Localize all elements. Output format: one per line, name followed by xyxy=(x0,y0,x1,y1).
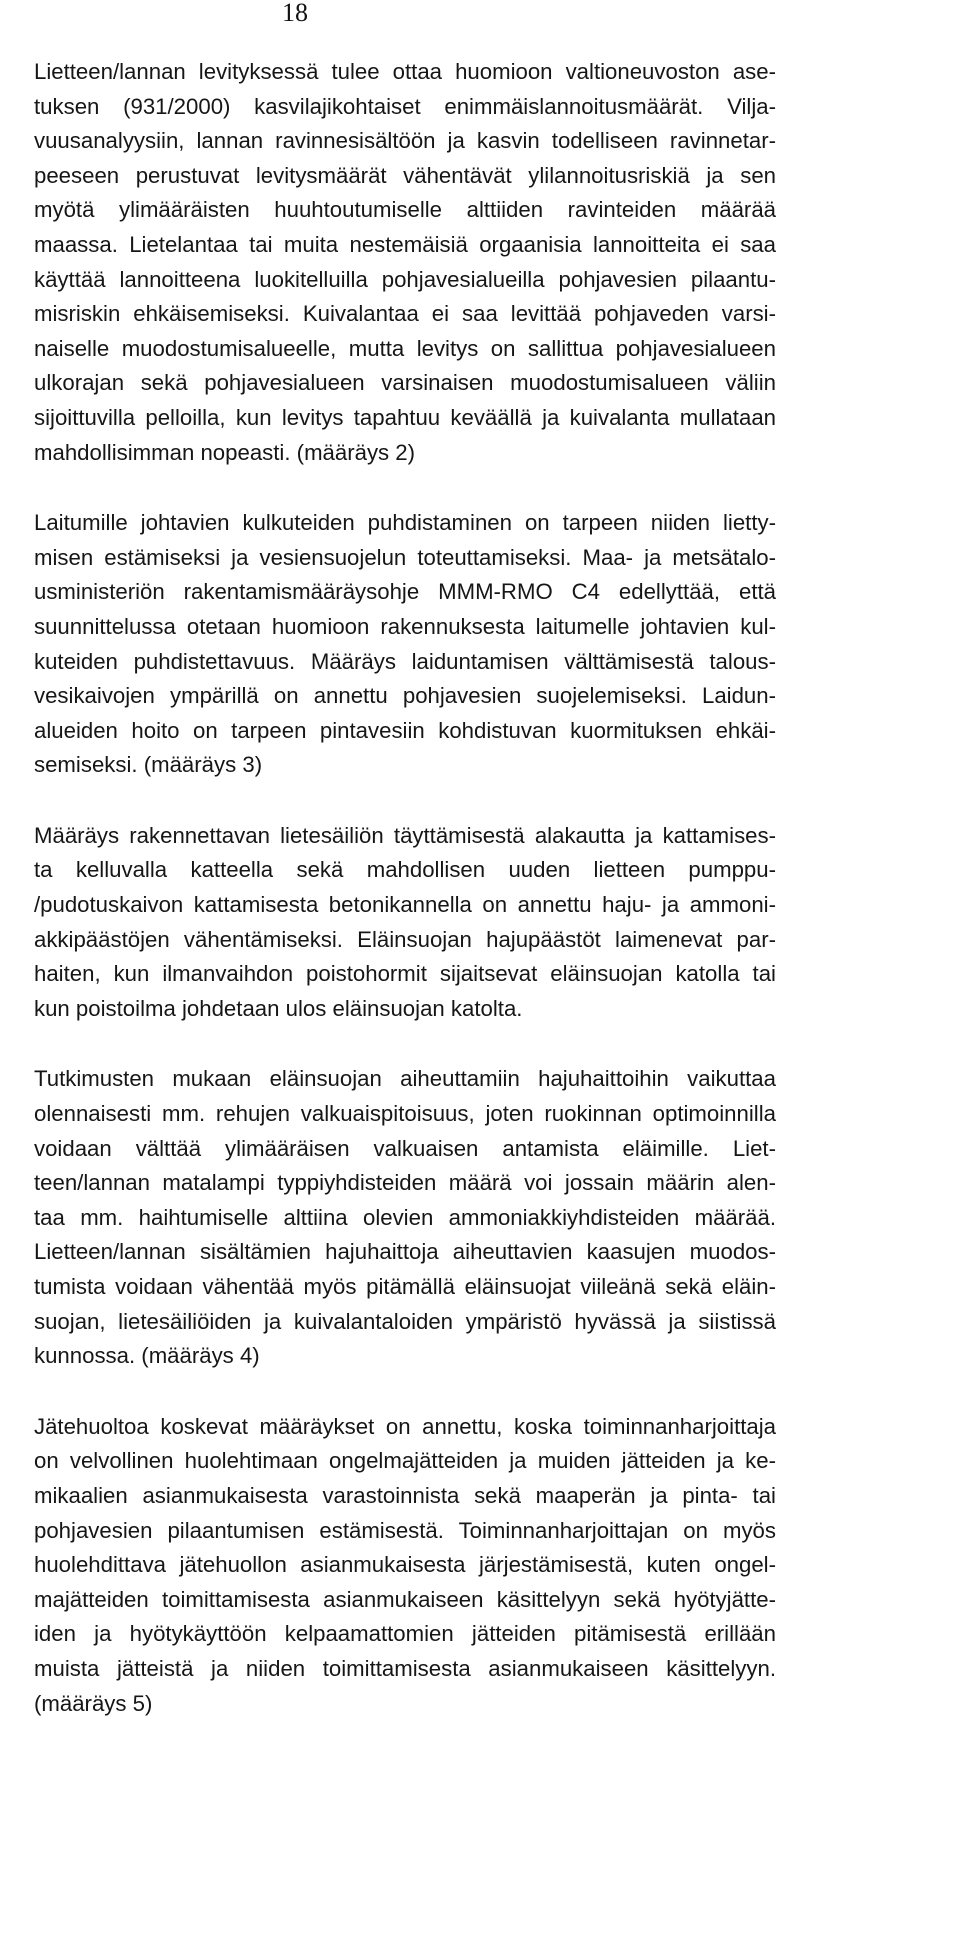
text-line: alueiden hoito on tarpeen pintavesiin kohdistuvan kuormituksen ehkäi- xyxy=(34,717,776,743)
text-line: huolehdittava jätehuollon asianmukaisesta järjestämisestä, kuten ongel- xyxy=(34,1552,776,1578)
paragraph-lietesailio xyxy=(34,819,776,1027)
text-line: naiselle muodostumisalueelle, mutta levitys on sallittua pohjavesialueen xyxy=(34,335,776,361)
text-line: haiten, kun ilmanvaihdon poistohormit sijaitsevat eläinsuojan katolla tai xyxy=(34,961,776,987)
text-line: majätteiden toimittamisesta asianmukaiseen käsittelyyn sekä hyötyjätte- xyxy=(34,1586,776,1612)
text-line: Laitumille johtavien kulkuteiden puhdistaminen on tarpeen niiden lietty- xyxy=(34,510,776,536)
text-line: vesikaivojen ympärillä on annettu pohjavesien suojelemiseksi. Laidun- xyxy=(34,683,776,709)
text-line: ulkorajan sekä pohjavesialueen varsinaisen muodostumisalueen väliin xyxy=(34,370,776,396)
text-line: teen/lannan matalampi typpiyhdisteiden määrä voi jossain määrin alen- xyxy=(34,1170,776,1196)
text-line: myötä ylimääräisten huuhtoutumiselle alttiiden ravinteiden määrää xyxy=(34,197,776,223)
text-line: vuusanalyysiin, lannan ravinnesisältöön ja kasvin todelliseen ravinnetar- xyxy=(34,128,776,154)
text-line: voidaan välttää ylimääräisen valkuaisen antamista eläimille. Liet- xyxy=(34,1135,776,1161)
text-line: taa mm. haihtumiselle alttiina olevien ammoniakkiyhdisteiden määrää. xyxy=(34,1204,776,1230)
text-line: tumista voidaan vähentää myös pitämällä eläinsuojat viileänä sekä eläin- xyxy=(34,1274,776,1299)
text-line: peeseen perustuvat levitysmäärät vähentävät ylilannoitusriskiä ja sen xyxy=(34,162,776,188)
text-line: semiseksi. (määräys 3) xyxy=(34,752,263,778)
text-line: pohjavesien pilaantumisen estämisestä. Toiminnanharjoittajan on myös xyxy=(34,1517,776,1543)
text-line: suojan, lietesäiliöiden ja kuivalantaloiden ympäristö hyvässä ja siistissä xyxy=(34,1308,776,1334)
text-line: Lietteen/lannan levityksessä tulee ottaa huomioon valtioneuvoston ase- xyxy=(34,59,776,84)
text-line: tuksen (931/2000) kasvilajikohtaiset enimmäislannoitusmäärät. Vilja- xyxy=(34,93,776,119)
text-line: muista jätteistä ja niiden toimittamisesta asianmukaiseen käsittelyyn. xyxy=(34,1655,776,1681)
text-line: (määräys 5) xyxy=(34,1690,153,1716)
paragraph-hajuhaitat xyxy=(34,1062,776,1373)
paragraph-liete-levitys xyxy=(34,55,776,470)
text-line: sijoittuvilla pelloilla, kun levitys tapahtuu keväällä ja kuivalanta mullataan xyxy=(34,404,776,430)
text-line: misen estämiseksi ja vesiensuojelun toteuttamiseksi. Maa- ja metsätalo- xyxy=(34,544,776,570)
text-line: Määräys rakennettavan lietesäiliön täyttämisestä alakautta ja kattamises- xyxy=(34,822,776,848)
text-line: mahdollisimman nopeasti. (määräys 2) xyxy=(34,439,416,465)
text-line: on velvollinen huolehtimaan ongelmajätteiden ja muiden jätteiden ja ke- xyxy=(34,1448,776,1474)
text-line: /pudotuskaivon kattamisesta betonikannella on annettu haju- ja ammoni- xyxy=(34,892,776,918)
text-line: käyttää lannoitteena luokitelluilla pohjavesialueilla pohjavesien pilaantu- xyxy=(34,266,776,292)
paragraph-jatehuolto xyxy=(34,1410,776,1721)
paragraph-laidun-kulkutiet xyxy=(34,506,776,783)
text-line: kun poistoilma johdetaan ulos eläinsuojan katolta. xyxy=(34,995,523,1021)
text-line: misriskin ehkäisemiseksi. Kuivalantaa ei saa levittää pohjaveden varsi- xyxy=(34,301,776,327)
text-line: Jätehuoltoa koskevat määräykset on annettu, koska toiminnanharjoittaja xyxy=(34,1413,776,1439)
text-line: usministeriön rakentamismääräysohje MMM-RMO C4 edellyttää, että xyxy=(34,579,776,605)
text-line: olennaisesti mm. rehujen valkuaispitoisuus, joten ruokinnan optimoinnilla xyxy=(34,1101,776,1127)
text-line: Lietteen/lannan sisältämien hajuhaittoja aiheuttavien kaasujen muodos- xyxy=(34,1239,776,1265)
text-line: Tutkimusten mukaan eläinsuojan aiheuttamiin hajuhaittoihin vaikuttaa xyxy=(34,1066,776,1092)
text-line: suunnittelussa otetaan huomioon rakennuksesta laitumelle johtavien kul- xyxy=(34,613,776,639)
text-line: maassa. Lietelantaa tai muita nestemäisiä orgaanisia lannoitteita ei saa xyxy=(34,231,776,257)
text-line: kunnossa. (määräys 4) xyxy=(34,1343,260,1369)
page-number: 18 xyxy=(282,0,308,27)
text-line: mikaalien asianmukaisesta varastoinnista sekä maaperän ja pinta- tai xyxy=(34,1482,776,1508)
text-line: ta kelluvalla katteella sekä mahdollisen uuden lietteen pumppu- xyxy=(34,857,776,883)
text-line: kuteiden puhdistettavuus. Määräys laiduntamisen välttämisestä talous- xyxy=(34,648,776,674)
document-body xyxy=(34,55,776,1721)
text-line: iden ja hyötykäyttöön kelpaamattomien jätteiden pitämisestä erillään xyxy=(34,1621,776,1647)
text-line: akkipäästöjen vähentämiseksi. Eläinsuojan hajupäästöt laimenevat par- xyxy=(34,926,776,952)
